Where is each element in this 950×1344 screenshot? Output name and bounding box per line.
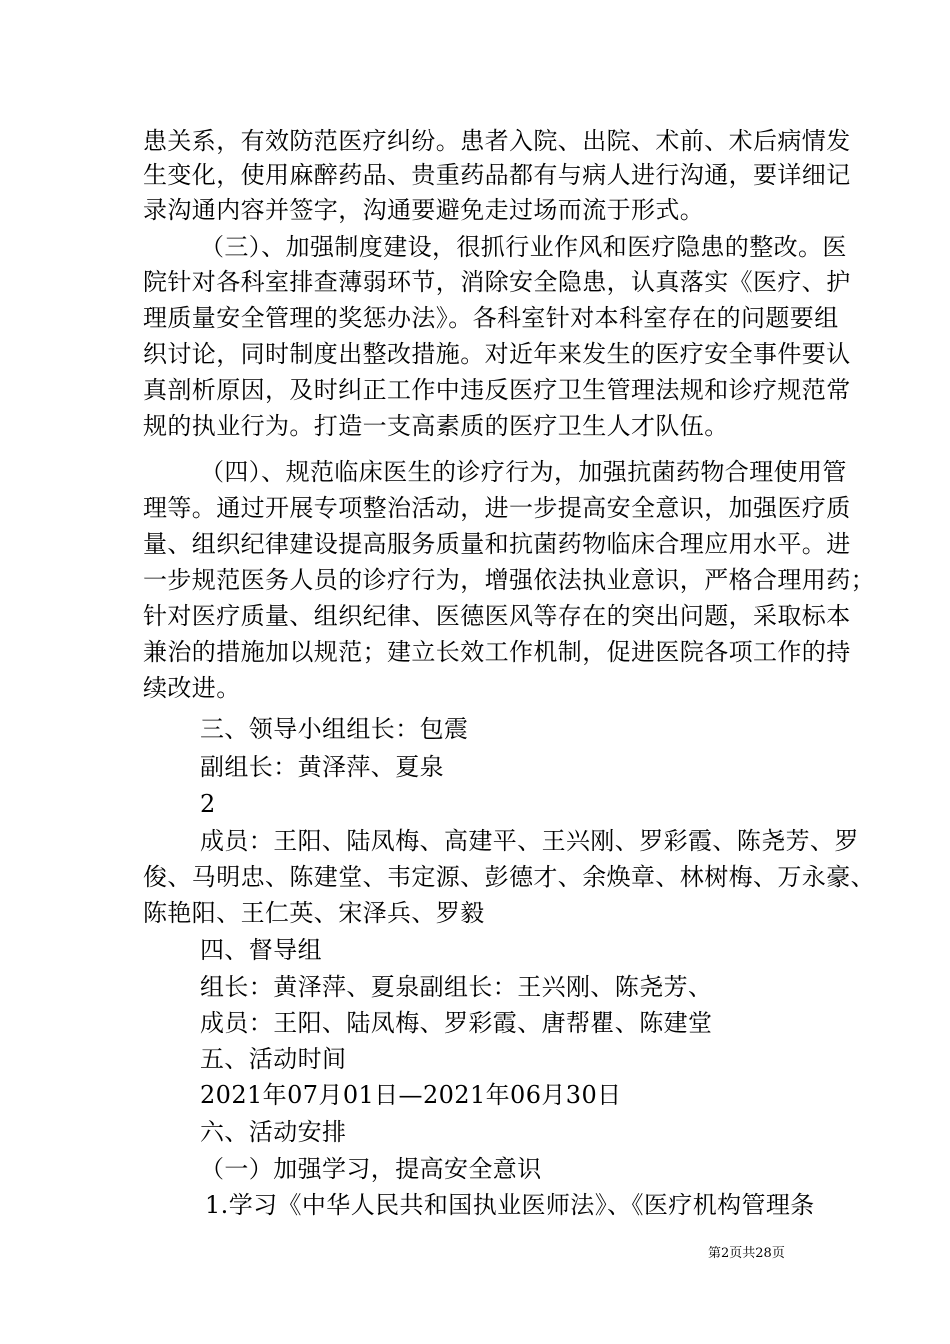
text-line: 院针对各科室排查薄弱环节，消除安全隐患，认真落实《医疗、护	[143, 268, 851, 296]
text-line: （三）、加强制度建设，很抓行业作风和医疗隐患的整改。医	[200, 233, 847, 261]
text-line: 1.学习《中华人民共和国执业医师法》、《医疗机构管理条	[205, 1191, 815, 1219]
text-line: 录沟通内容并签字，沟通要避免走过场而流于形式。	[143, 196, 705, 224]
text-line: 副组长：黄泽萍、夏泉	[200, 753, 444, 781]
text-line: 规的执业行为。打造一支高素质的医疗卫生人才队伍。	[143, 412, 729, 440]
text-line: 一步规范医务人员的诊疗行为，增强依法执业意识，严格合理用药；	[143, 566, 875, 594]
subsection-heading: （一）加强学习，提高安全意识	[200, 1155, 542, 1183]
text-line: 续改进。	[143, 674, 241, 702]
section-heading: 五、活动时间	[200, 1045, 347, 1073]
text-line: 针对医疗质量、组织纪律、医德医风等存在的突出问题，采取标本	[143, 602, 851, 630]
text-line: 陈艳阳、王仁英、宋泽兵、罗毅	[143, 899, 485, 927]
text-line: 成员：王阳、陆凤梅、罗彩霞、唐帮瞿、陈建堂	[200, 1009, 713, 1037]
section-heading: 三、领导小组组长：包震	[200, 715, 469, 743]
text-line: 患关系，有效防范医疗纠纷。患者入院、出院、术前、术后病情发	[143, 127, 851, 155]
text-line: 兼治的措施加以规范；建立长效工作机制，促进医院各项工作的持	[143, 638, 851, 666]
text-line: 2	[200, 790, 216, 818]
text-line: 理质量安全管理的奖惩办法》。各科室针对本科室存在的问题要组	[143, 304, 839, 332]
text-line: 2021年07月01日—2021年06月30日	[200, 1081, 622, 1109]
text-line: 组长：黄泽萍、夏泉副组长：王兴刚、陈尧芳、	[200, 973, 713, 1001]
text-line: 俊、马明忠、陈建堂、韦定源、彭德才、余焕章、林树梅、万永豪、	[143, 863, 875, 891]
text-line: （四）、规范临床医生的诊疗行为，加强抗菌药物合理使用管	[200, 458, 847, 486]
section-heading: 四、督导组	[200, 936, 322, 964]
text-line: 织讨论，同时制度出整改措施。对近年来发生的医疗安全事件要认	[143, 340, 851, 368]
text-line: 理等。通过开展专项整治活动，进一步提高安全意识，加强医疗质	[143, 494, 851, 522]
text-line: 生变化，使用麻醉药品、贵重药品都有与病人进行沟通，要详细记	[143, 161, 851, 189]
text-line: 成员：王阳、陆凤梅、高建平、王兴刚、罗彩霞、陈尧芳、罗	[200, 827, 859, 855]
text-line: 量、组织纪律建设提高服务质量和抗菌药物临床合理应用水平。进	[143, 530, 851, 558]
section-heading: 六、活动安排	[200, 1118, 347, 1146]
page-number: 第2页共28页	[708, 1246, 785, 1261]
text-line: 真剖析原因，及时纠正工作中违反医疗卫生管理法规和诊疗规范常	[143, 376, 851, 404]
